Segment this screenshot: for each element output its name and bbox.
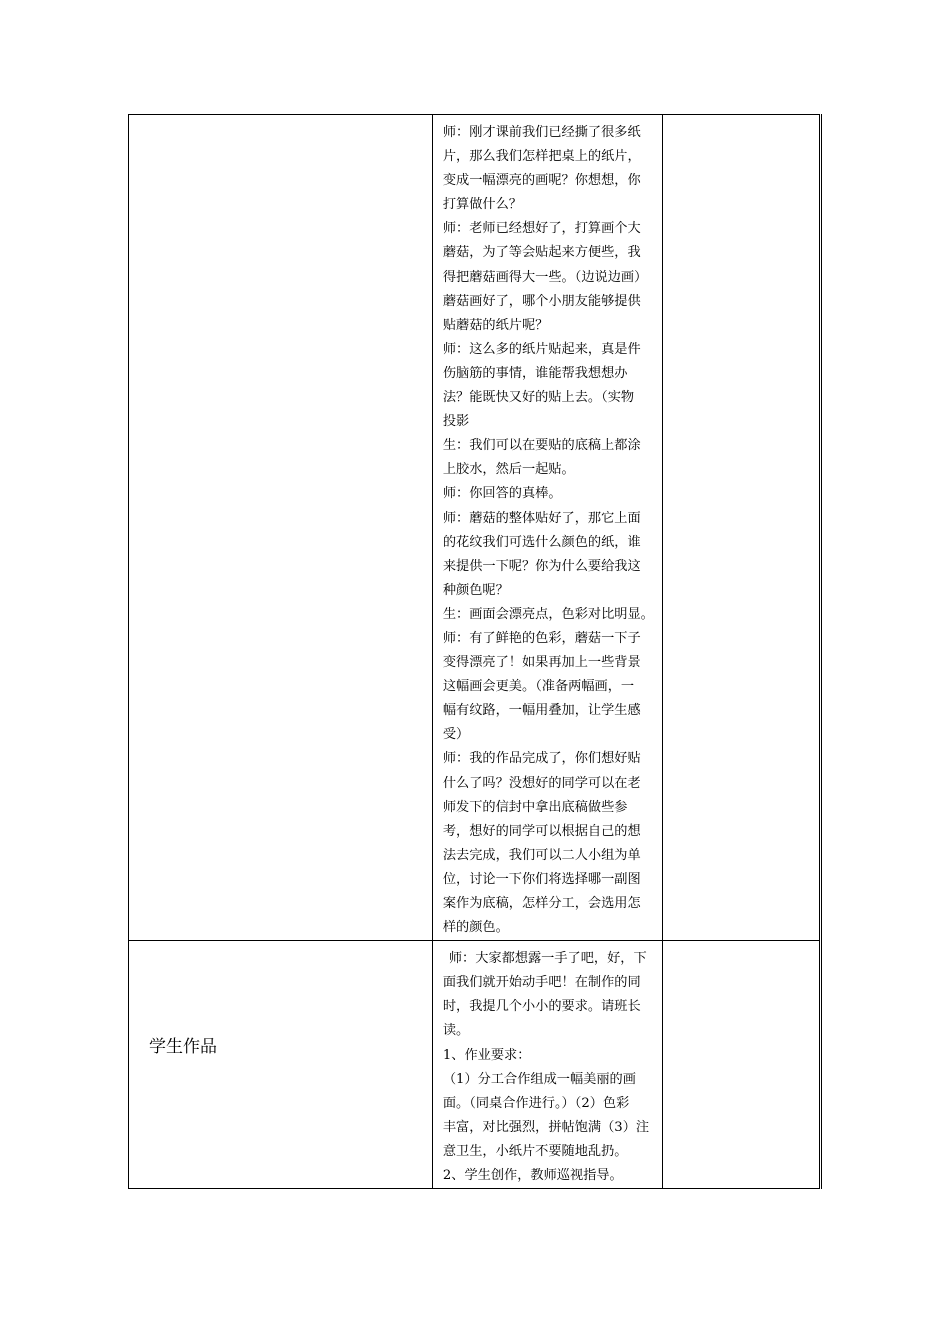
section-label-student-work: 学生作品 bbox=[149, 1037, 217, 1058]
text-line: 面。（同桌合作进行。）（2）色彩 bbox=[442, 1095, 630, 1111]
text-line: 法去完成，我们可以二人小组为单 bbox=[442, 847, 641, 863]
text-line: 样的颜色。 bbox=[442, 920, 509, 936]
text-line: 面我们就开始动手吧！在制作的同 bbox=[442, 975, 641, 991]
text-line: 时，我提几个小小的要求。请班长 bbox=[442, 999, 641, 1015]
text-line: 种颜色呢？ bbox=[442, 582, 509, 598]
text-line: 意卫生，小纸片不要随地乱扔。 bbox=[442, 1143, 628, 1159]
text-line: 师发下的信封中拿出底稿做些参 bbox=[442, 799, 628, 815]
text-line: 打算做什么？ bbox=[442, 197, 522, 213]
text-line: （1）分工合作组成一幅美丽的画 bbox=[442, 1071, 636, 1087]
text-line: 读。 bbox=[442, 1023, 470, 1039]
text-line: 投影 bbox=[442, 414, 470, 430]
text-line: 上胶水，然后一起贴。 bbox=[442, 462, 575, 478]
text-line: 师：你回答的真棒。 bbox=[442, 486, 562, 502]
table-row bbox=[129, 941, 821, 1189]
text-line: 生：画面会漂亮点，色彩对比明显。 bbox=[442, 606, 654, 622]
text-line: 变得漂亮了！如果再加上一些背景 bbox=[442, 655, 641, 671]
text-line: 师：我的作品完成了，你们想好贴 bbox=[442, 751, 641, 767]
text-line: 位，讨论一下你们将选择哪一副图 bbox=[442, 871, 641, 887]
text-line: 考，想好的同学可以根据自己的想 bbox=[442, 823, 641, 839]
row2-notes-cell bbox=[662, 941, 820, 1189]
text-line: 的花纹我们可选什么颜色的纸，谁 bbox=[442, 534, 641, 550]
row1-content-cell bbox=[432, 115, 662, 941]
table-row bbox=[129, 115, 821, 941]
text-line: 师：这么多的纸片贴起来，真是件 bbox=[442, 341, 641, 357]
text-line: 贴蘑菇的纸片呢？ bbox=[442, 317, 549, 333]
row2-teaching-process bbox=[433, 941, 662, 1188]
text-line: 片，那么我们怎样把桌上的纸片， bbox=[442, 149, 641, 165]
text-line: 生：我们可以在要贴的底稿上都涂 bbox=[442, 438, 641, 454]
row1-notes-cell bbox=[662, 115, 820, 941]
text-line: 得把蘑菇画得大一些。（边说边画） bbox=[442, 269, 648, 285]
text-line: 案作为底稿，怎样分工，会选用怎 bbox=[442, 896, 641, 911]
text-line: 师：老师已经想好了，打算画个大 bbox=[442, 221, 641, 237]
text-line: 这幅画会更美。（准备两幅画，一 bbox=[442, 679, 635, 695]
row2-content-cell bbox=[432, 941, 662, 1189]
row1-left-cell bbox=[129, 115, 433, 941]
text-line: 变成一幅漂亮的画呢？你想想，你 bbox=[442, 173, 641, 189]
text-line: 师：刚才课前我们已经撕了很多纸 bbox=[442, 125, 641, 140]
row2-left-cell bbox=[129, 941, 433, 1189]
lesson-plan-table bbox=[128, 114, 822, 1189]
text-line: 丰富，对比强烈，拼帖饱满（3）注 bbox=[442, 1119, 650, 1135]
text-line: 师：蘑菇的整体贴好了，那它上面 bbox=[442, 510, 641, 526]
row1-teaching-process bbox=[433, 115, 662, 940]
text-line: 法？能既快又好的贴上去。（实物 bbox=[442, 390, 635, 406]
text-line: 什么了吗？没想好的同学可以在老 bbox=[442, 775, 641, 791]
text-line: 幅有纹路，一幅用叠加，让学生感 bbox=[442, 703, 641, 719]
text-line: 师：大家都想露一手了吧，好，下 bbox=[448, 951, 647, 967]
text-line: 蘑菇，为了等会贴起来方便些，我 bbox=[442, 245, 641, 261]
text-line: 1、作业要求： bbox=[442, 1047, 531, 1063]
text-line: 来提供一下呢？你为什么要给我这 bbox=[442, 558, 641, 574]
text-line: 受） bbox=[442, 727, 470, 743]
text-line: 伤脑筋的事情，谁能帮我想想办 bbox=[442, 365, 628, 381]
text-line: 2、学生创作，教师巡视指导。 bbox=[442, 1168, 623, 1184]
text-line: 师：有了鲜艳的色彩，蘑菇一下子 bbox=[442, 630, 641, 646]
text-line: 蘑菇画好了，哪个小朋友能够提供 bbox=[442, 293, 641, 309]
